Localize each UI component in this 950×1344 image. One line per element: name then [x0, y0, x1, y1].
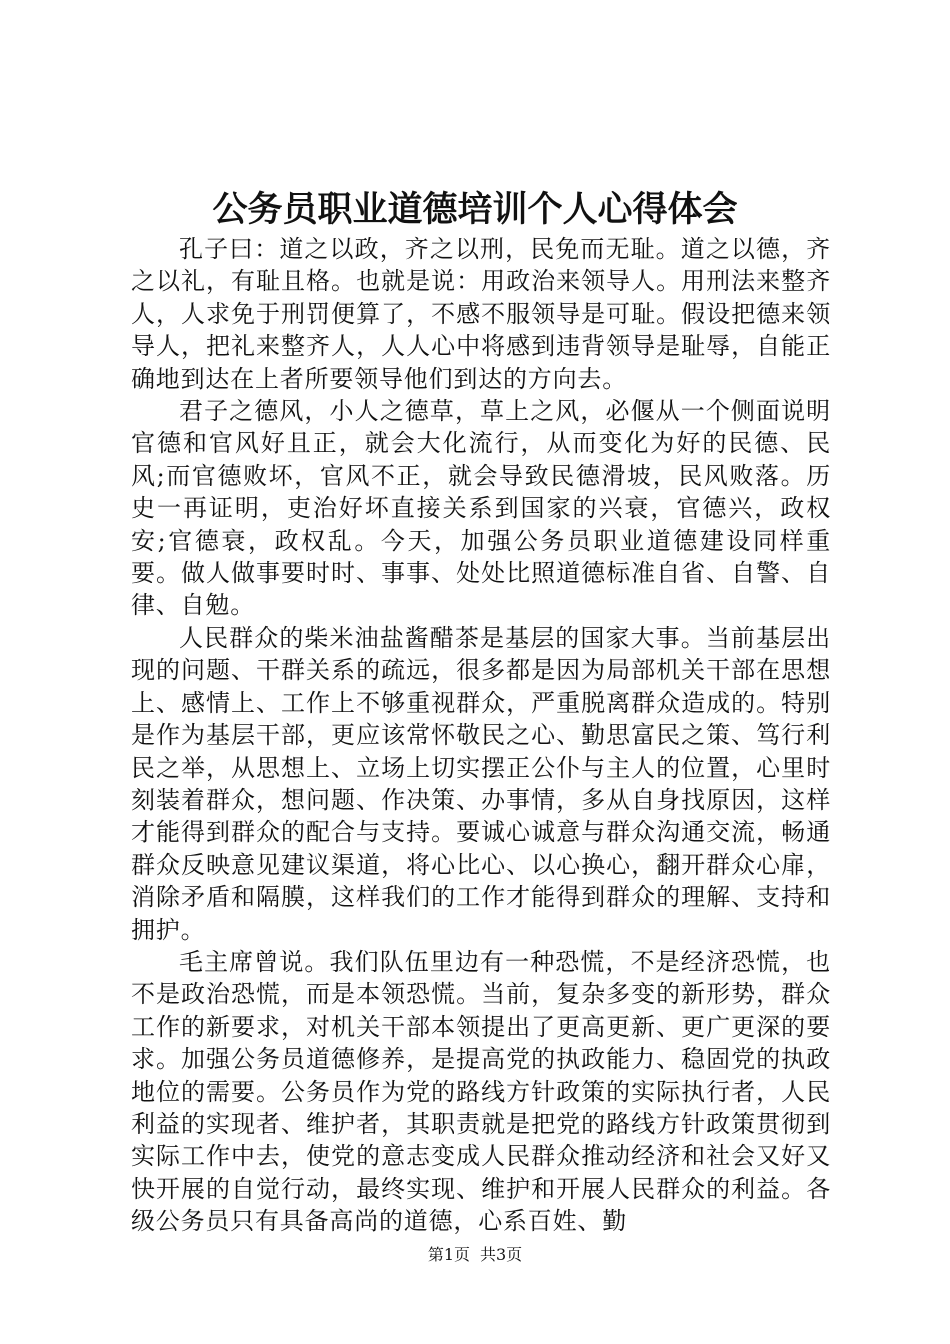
document-body	[131, 233, 831, 1238]
document-title: 公务员职业道德培训个人心得体会	[212, 189, 738, 230]
paragraph-3: 人民群众的柴米油盐酱醋茶是基层的国家大事。当前基层出现的问题、干群关系的疏远，很多都是因为局部机关干部在思想上、感情上、工作上不够重视群众，严重脱离群众造成的。特别是作为基层干部，更应该常怀敬民之心、勤思富民之策、笃行利民之举，从思想上、立场上切实摆正公仆与主人的位置，心里时刻装着群众，想问题、作决策、办事情，多从自身找原因，这样才能得到群众的配合与支持。要诚心诚意与群众沟通交流，畅通群众反映意见建议渠道，将心比心、以心换心，翻开群众心扉，消除矛盾和隔膜，这样我们的工作才能得到群众的理解、支持和拥护。	[131, 623, 831, 944]
paragraph-1: 孔子曰：道之以政，齐之以刑，民免而无耻。道之以德，齐之以礼，有耻且格。也就是说：用政治来领导人。用刑法来整齐人，人求免于刑罚便算了，不感不服领导是可耻。假设把德来领导人，把礼来整齐人，人人心中将感到违背领导是耻辱，自能正确地到达在上者所要领导他们到达的方向去。	[131, 235, 831, 393]
page-footer	[0, 1244, 950, 1266]
paragraph-2: 君子之德风，小人之德草，草上之风，必偃从一个侧面说明官德和官风好且正，就会大化流行，从而变化为好的民德、民风;而官德败坏，官风不正，就会导致民德滑坡，民风败落。历史一再证明，吏治好坏直接关系到国家的兴衰，官德兴，政权安;官德衰，政权乱。今天，加强公务员职业道德建设同样重要。做人做事要时时、事事、处处比照道德标准自省、自警、自律、自勉。	[131, 397, 831, 620]
page-number: 第1页	[427, 1245, 470, 1264]
paragraph-4: 毛主席曾说。我们队伍里边有一种恐慌，不是经济恐慌，也不是政治恐慌，而是本领恐慌。当前，复杂多变的新形势，群众工作的新要求，对机关干部本领提出了更高更新、更广更深的要求。加强公务员道德修养，是提高党的执政能力、稳固党的执政地位的需要。公务员作为党的路线方针政策的实际执行者，人民利益的实现者、维护者，其职责就是把党的路线方针政策贯彻到实际工作中去，使党的意志变成人民群众推动经济和社会又好又快开展的自觉行动，最终实现、维护和开展人民群众的利益。各级公务员只有具备高尚的道德，心系百姓、勤	[131, 947, 831, 1236]
page-total: 共3页	[480, 1245, 523, 1264]
